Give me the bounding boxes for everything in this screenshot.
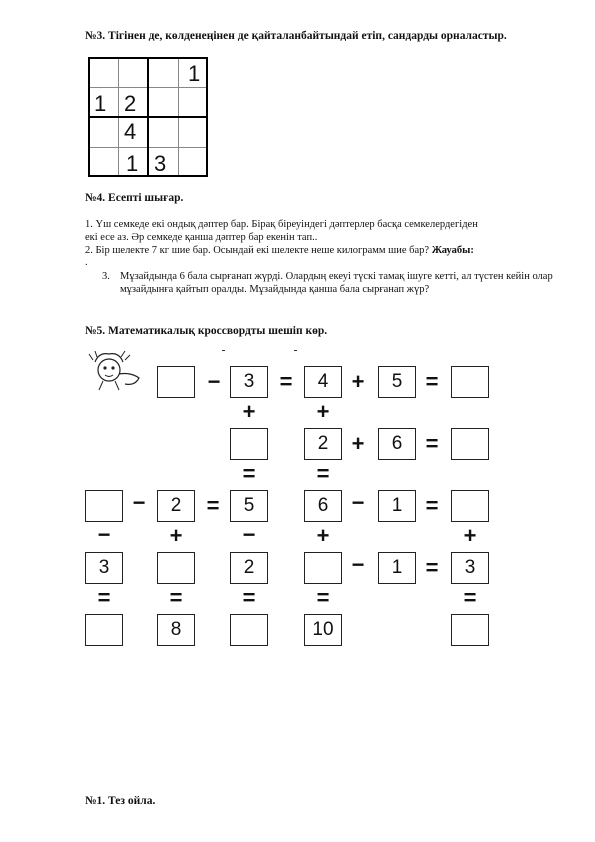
equals-sign: =	[425, 493, 439, 518]
problem-3-number: 3.	[102, 271, 110, 282]
problem-1-line2: екі есе аз. Әр семкеде қанша дәптер бар екенін тап..	[85, 232, 318, 243]
plus-sign: +	[316, 399, 330, 424]
crossword-cell[interactable]	[230, 614, 268, 646]
plus-sign: +	[169, 523, 183, 548]
crossword-cell[interactable]	[85, 614, 123, 646]
task5-heading: №5. Математикалық кроссвордты шешіп көр.	[85, 325, 328, 337]
minus-sign: −	[207, 369, 221, 394]
minus-sign: −	[97, 522, 111, 547]
grid-cell: 2	[124, 91, 137, 116]
equals-sign: =	[425, 369, 439, 394]
problem-2-dot: .	[85, 257, 88, 268]
crossword-cell[interactable]: 8	[157, 614, 195, 646]
crossword-cell[interactable]: 5	[378, 366, 416, 398]
number-grid	[88, 57, 208, 177]
crossword-cell[interactable]	[230, 428, 268, 460]
girl-doodle-icon	[85, 350, 147, 392]
task4-heading: №4. Есепті шығар.	[85, 192, 184, 204]
grid-cell: 1	[126, 151, 139, 176]
crossword-cell[interactable]: 6	[304, 490, 342, 522]
equals-sign: =	[316, 585, 330, 610]
crossword-cell[interactable]: 2	[304, 428, 342, 460]
plus-sign: +	[351, 369, 365, 394]
crossword-cell[interactable]: 3	[85, 552, 123, 584]
crossword-cell[interactable]: 5	[230, 490, 268, 522]
crossword-cell[interactable]: 3	[230, 366, 268, 398]
crossword-cell[interactable]: 2	[230, 552, 268, 584]
minus-sign: −	[242, 522, 256, 547]
crossword-cell[interactable]	[451, 614, 489, 646]
crossword-cell[interactable]	[85, 490, 123, 522]
crossword-cell[interactable]: 1	[378, 552, 416, 584]
crossword-cell[interactable]	[157, 552, 195, 584]
crossword-cell[interactable]: 4	[304, 366, 342, 398]
crossword-cell[interactable]	[451, 428, 489, 460]
crossword-cell[interactable]	[157, 366, 195, 398]
problem-1-line1: 1. Үш семкеде екі ондық дәптер бар. Бірақ біреуіндегі дәптерлер басқа семкелердегіден	[85, 219, 478, 230]
equals-sign: =	[463, 585, 477, 610]
dash-mark	[222, 350, 225, 351]
equals-sign: =	[97, 585, 111, 610]
task3-heading: №3. Тігінен де, көлденеңінен де қайталанбайтындай етіп, сандарды орналастыр.	[85, 30, 507, 42]
task1-heading: №1. Тез ойла.	[85, 795, 156, 807]
grid-cell: 3	[154, 151, 167, 176]
crossword-cell[interactable]: 6	[378, 428, 416, 460]
equals-sign: =	[279, 369, 293, 394]
crossword-cell[interactable]: 3	[451, 552, 489, 584]
crossword-cell[interactable]	[304, 552, 342, 584]
grid-cell: 4	[124, 119, 137, 144]
answer-label: Жауабы:	[431, 245, 474, 256]
plus-sign: +	[242, 399, 256, 424]
problem-2: 2. Бір шелекте 7 кг шие бар. Осындай екі шелекте неше килограмм шие бар? Жауабы:	[85, 245, 474, 256]
problem-3: Мұзайдында 6 бала сырғанап жүрді. Олардың екеуі түскі тамақ ішуге кетті, ал түстен кейін олар мұзайдынға қайтып оралды. Мұзайдында қанша бала сырғанап жүр?	[120, 271, 553, 295]
crossword-cell[interactable]: 2	[157, 490, 195, 522]
crossword-cell[interactable]	[451, 366, 489, 398]
plus-sign: +	[316, 523, 330, 548]
grid-cell: 1	[94, 91, 107, 116]
equals-sign: =	[425, 431, 439, 456]
plus-sign: +	[463, 523, 477, 548]
equals-sign: =	[425, 555, 439, 580]
equals-sign: =	[242, 461, 256, 486]
minus-sign: −	[132, 490, 146, 515]
equals-sign: =	[169, 585, 183, 610]
equals-sign: =	[316, 461, 330, 486]
equals-sign: =	[242, 585, 256, 610]
crossword-cell[interactable]	[451, 490, 489, 522]
minus-sign: −	[351, 490, 365, 515]
dash-mark	[294, 350, 297, 351]
minus-sign: −	[351, 552, 365, 577]
crossword-cell[interactable]: 10	[304, 614, 342, 646]
crossword-cell[interactable]: 1	[378, 490, 416, 522]
grid-cell: 1	[188, 61, 201, 86]
equals-sign: =	[206, 493, 220, 518]
plus-sign: +	[351, 431, 365, 456]
